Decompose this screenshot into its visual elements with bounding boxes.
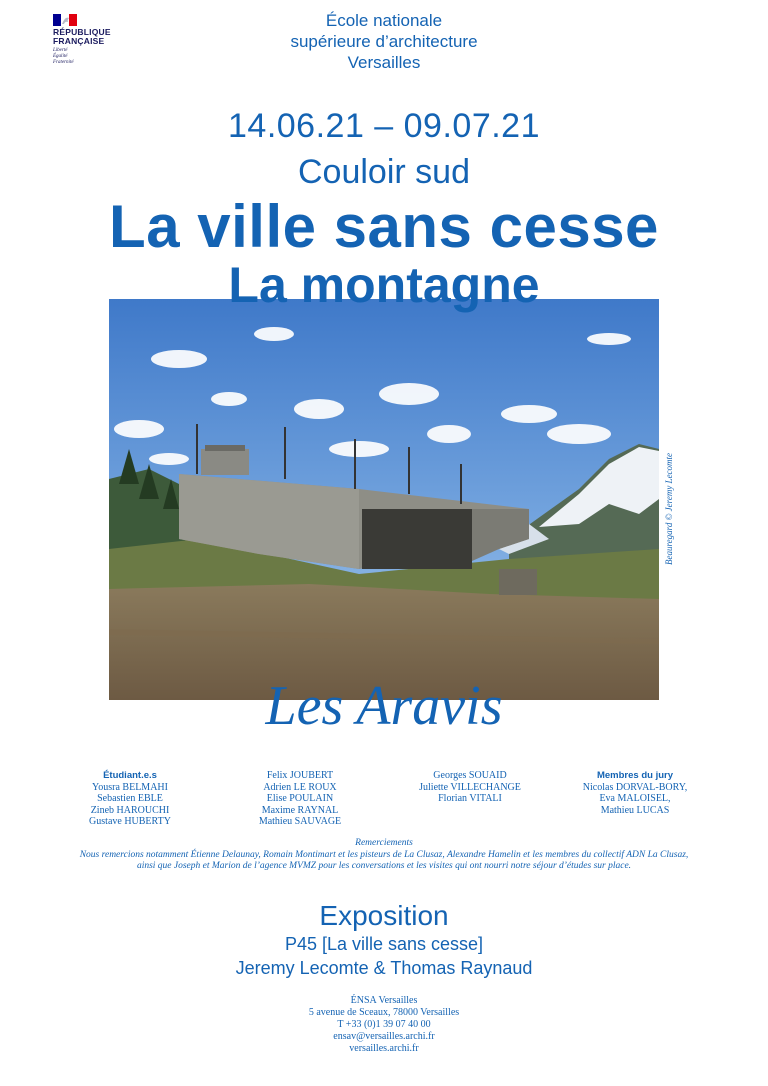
photo-credit: Beauregard © Jeremy Lecomte xyxy=(664,452,674,565)
list-item: Mathieu SAUVAGE xyxy=(258,816,342,827)
students-column-3 xyxy=(400,770,540,805)
exposition-project: P45 [La ville sans cesse] xyxy=(284,934,484,954)
list-item: Mathieu LUCAS xyxy=(600,804,670,816)
students-column-1 xyxy=(60,770,200,828)
list-item: Maxime RAYNAL xyxy=(261,804,339,816)
list-item: Juliette VILLECHANGE xyxy=(419,781,521,793)
subtitle: La montagne xyxy=(228,257,540,313)
acknowledgements xyxy=(30,838,738,873)
mountain-bunker-photo xyxy=(109,299,659,700)
school-name: École nationale supérieure d’architecture Versailles xyxy=(290,11,478,72)
list-item: Nicolas DORVAL-BORY, xyxy=(582,781,688,793)
main-title: La ville sans cesse xyxy=(109,193,659,260)
acknowledgements-title: Remerciements xyxy=(355,838,413,848)
exposition-title: Exposition xyxy=(319,900,449,931)
list-item: Eva MALOISEL, xyxy=(599,793,671,804)
exposition-authors: Jeremy Lecomte & Thomas Raynaud xyxy=(235,958,533,978)
exhibition-dates: 14.06.21 – 09.07.21 xyxy=(228,107,540,145)
students-column-2 xyxy=(225,770,375,828)
list-item: Georges SOUAID xyxy=(433,770,507,781)
republique-francaise-text: RÉPUBLIQUE FRANÇAISE xyxy=(53,27,111,46)
acknowledgements-line: Nous remercions notamment Étienne Delaunay, Romain Montimart et les pisteurs de La Clusaz, Alexandre Hamelin et les membres du collectif ADN La Clusaz, xyxy=(79,849,689,860)
list-item: Adrien LE ROUX xyxy=(263,781,337,793)
list-item: Florian VITALI xyxy=(438,793,502,804)
column-heading: Membres du jury xyxy=(596,770,674,781)
acknowledgements-line: ainsi que Joseph et Marion de l’agence MVMZ pour les conversations et les visites qui ont nourri notre séjour d’études sur place. xyxy=(136,861,632,871)
list-item: Felix JOUBERT xyxy=(266,770,334,781)
jury-column xyxy=(565,770,705,816)
list-item: Sebastien EBLE xyxy=(97,793,163,804)
column-heading: Étudiant.e.s xyxy=(103,770,157,781)
list-item: Gustave HUBERTY xyxy=(89,816,171,827)
venue: Couloir sud xyxy=(298,153,470,191)
republic-motto: Liberté Égalité Fraternité xyxy=(53,48,74,65)
list-item: Yousra BELMAHI xyxy=(92,781,168,793)
website-link[interactable]: versailles.archi.fr xyxy=(349,1043,419,1054)
place-name: Les Aravis xyxy=(265,675,503,737)
list-item: Zineb HAROUCHI xyxy=(90,804,170,816)
school-address: ÉNSA Versailles 5 avenue de Sceaux, 78000 Versailles T +33 (0)1 39 07 40 00 ensav@versailles.archi.fr versailles.archi.fr xyxy=(0,995,768,1055)
email-link[interactable]: ensav@versailles.archi.fr xyxy=(333,1031,435,1042)
list-item: Elise POULAIN xyxy=(266,793,334,804)
